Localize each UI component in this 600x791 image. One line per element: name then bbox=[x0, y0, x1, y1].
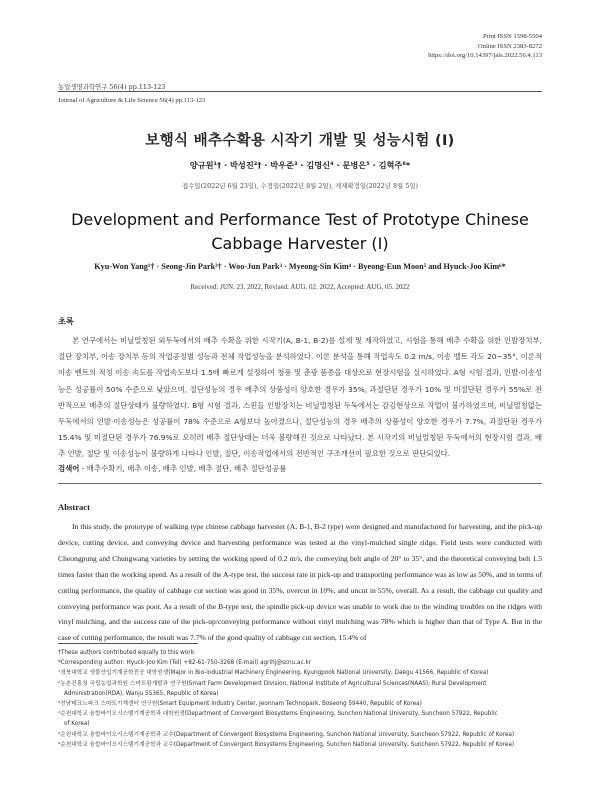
abstract-english: In this study, the prototype of walking type chinese cabbage harvester (A, B-1, B-2 type) were designed and manufactured for harvesting, and the pick-up device, cutting device, and conveying device and harvesting performance was tested at the vinyl-mulched single ridge. Field tests were conducted with Cheongpung and Chungwang varieties by setting the working speed of 0.2 m/s, the conveying belt angle of 20° to 35°, and the theoretical conveying belt 1.5 times faster than the working speed. As a result of the A-type test, the success rate in pick-up and transporting performance was as low as 50%, and in terms of cutting performance, the quality of cabbage cut section was good in 35%, overcut in 10%, and uncut in 55%, overall. As a result, the cabbage cut quality and conveying performance was poor. As a result of the B-type test, the spindle pick-up device was unable to work due to the winding troubles on the ridges with vinyl mulching, and the success rate of the pick-up/conveying performance without vinyl mulching was 78% which is higher than that of Type A. But in the case of cutting performance, the result was 7.7% of the good quality of cabbage cut section, 15.4% of bbox=[58, 522, 542, 643]
footnote-affiliation-2-cont: Administration(RDA), Wanju 55365, Republic of Korea) bbox=[64, 690, 219, 697]
footnotes bbox=[58, 648, 550, 750]
issn-doi-block bbox=[428, 32, 542, 61]
footnote-affiliation-2: ²농촌진흥청 국립농업과학원 스마트팜개발과 연구원(Smart Farm Development Division, National Institute of Agricultural Sciences(NAAS), Rural Development bbox=[58, 680, 487, 687]
authors-korean: 양규원¹† · 박성진²† · 박우준³ · 김명신⁴ · 문병은⁵ · 김혁주⁶* bbox=[189, 160, 411, 170]
footnote-affiliation-4-cont: of Korea) bbox=[64, 721, 90, 728]
footnote-affiliation-3: ³전남테크노파크 스마트기계센터 연구원(Smart Equipment Industry Center, Jeonnam Technopark, Boseong 59440, Republic of Korea) bbox=[58, 701, 422, 708]
footnote-affiliation-6: ⁶순천대학교 융합바이오시스템기계공학과 교수(Department of Convergent Biosystems Engineering, Sunchon National University, Suncheon 57922, Republic of Korea) bbox=[58, 741, 515, 748]
journal-korean: 농업생명과학연구 56(4) pp.113-123 bbox=[58, 83, 166, 91]
title-english: Development and Performance Test of Prototype Chinese Cabbage Harvester (Ⅰ) bbox=[71, 210, 529, 253]
abstract-english-heading: Abstract bbox=[58, 502, 90, 512]
dates-english: Received: JUN. 23. 2022, Revised: AUG. 02. 2022, Accepted: AUG. 05. 2022 bbox=[190, 283, 410, 291]
keywords bbox=[58, 463, 542, 474]
footnote-corresponding: *Corresponding author: Hyuck-Joo Kim (Tel) +82-61-750-3268 (E-mail) agrihj@scnu.ac.kr bbox=[58, 660, 312, 667]
section-divider bbox=[58, 483, 542, 484]
header-divider bbox=[58, 91, 542, 92]
online-issn: Online ISSN 2383-8272 bbox=[477, 42, 542, 50]
abstract-korean: 본 연구에서는 비닐멀칭된 외두둑에서의 배추 수확을 위한 시작기(A, B-1, B-2)를 설계 및 제작하였고, 시험을 통해 배추 수확을 위한 인발장치부, 절단 장치부, 이송 장치부 등의 작업공정별 성능과 전체 작업성능을 분석하였다. 이론 분석을 통해 작업속도 0.2 m/s, 이송 벨트 각도 20∼35°, 이론적 이송 벤트의 적정 이송 속도를 작업속도보다 1.5배 빠르게 설정하여 청풍 및 춘광 품종을 대상으로 현장시험을 실시하였다. A형 시험 결과, 인발·이송성능은 성공률이 50% 수준으로 낮았으며, 절단성능의 경우 배추의 상품성이 양호한 경우가 35%, 과절단된 경우가 10% 및 미절단된 경우가 55%로 전반적으로 배추의 절단상태가 불량하였다. B형 시험 결과, 스핀들 인발장치는 비닐멀칭된 두둑에서는 감김현상으로 작업이 불가하였으며, 비닐멀칭없는 두둑에서의 인발·이송성능은 성공률이 78% 수준으로 A형보다 높아졌으나, 절단성능의 경우 배추의 상품성이 양호한 경우가 7.7%, 과절단된 경우가 15.4% 및 미절단된 경우가 76.9%로 오히려 배추 절단상태는 더욱 불량해진 것으로 나타났다. 본 시작기의 비닐멀칭된 두둑에서의 현장시험 결과, 배추 인발, 절단 및 이송성능이 불량하게 나타나 인발, 절단, 이송작업에서의 전반적인 구조개선이 필요한 것으로 판단되었다. bbox=[58, 336, 542, 459]
journal-english: Journal of Agriculture & Life Science 56(4) pp.113-123 bbox=[58, 97, 206, 104]
footnote-affiliation-1: ¹경북대학교 생물산업기계공학전공 대학원생(Major in Bio-industrial Machinery Engineering, Kyungpook National University, Daegu 41566, Republic of Korea) bbox=[58, 670, 489, 677]
footnote-affiliation-5: ⁵순천대학교 융합바이오시스템기계공학과 교수(Department of Convergent Biosystems Engineering, Sunchon National University, Suncheon 57922, Republic of Korea) bbox=[58, 731, 515, 738]
footnote-divider bbox=[58, 643, 198, 644]
keywords-list: - 배추수확기, 배추 이송, 배추 인발, 배추 절단, 배추 절단성공률 bbox=[81, 464, 287, 473]
footnote-affiliation-4: ⁴순천대학교 융합바이오시스템기계공학과 대학원생(Department of Convergent Biosystems Engineering, Sunchon National University, Suncheon 57922, Republic bbox=[58, 711, 498, 718]
authors-english: Kyu-Won Yang¹† · Seong-Jin Park²† · Woo-Jun Park³ · Myeong-Sin Kim⁴ · Byeong-Eun Moon⁵ and Hyuck-Joo Kim⁶* bbox=[94, 262, 506, 271]
abstract-korean-heading: 초록 bbox=[58, 316, 74, 326]
print-issn: Print ISSN 1598-5504 bbox=[483, 33, 542, 40]
doi-link[interactable]: https://doi.org/10.14397/jals.2022.56.4.113 bbox=[428, 52, 542, 59]
title-korean: 보행식 배추수확용 시작기 개발 및 성능시험 (Ⅰ) bbox=[145, 133, 455, 149]
keywords-label: 검색어 bbox=[58, 464, 80, 473]
footnote-equal-contribution: †These authors contributed equally to this work. bbox=[58, 650, 196, 656]
dates-korean: 접수일(2022년 6월 23일), 수정일(2022년 8월 2일), 게재확정일(2022년 8월 5일) bbox=[182, 182, 418, 190]
